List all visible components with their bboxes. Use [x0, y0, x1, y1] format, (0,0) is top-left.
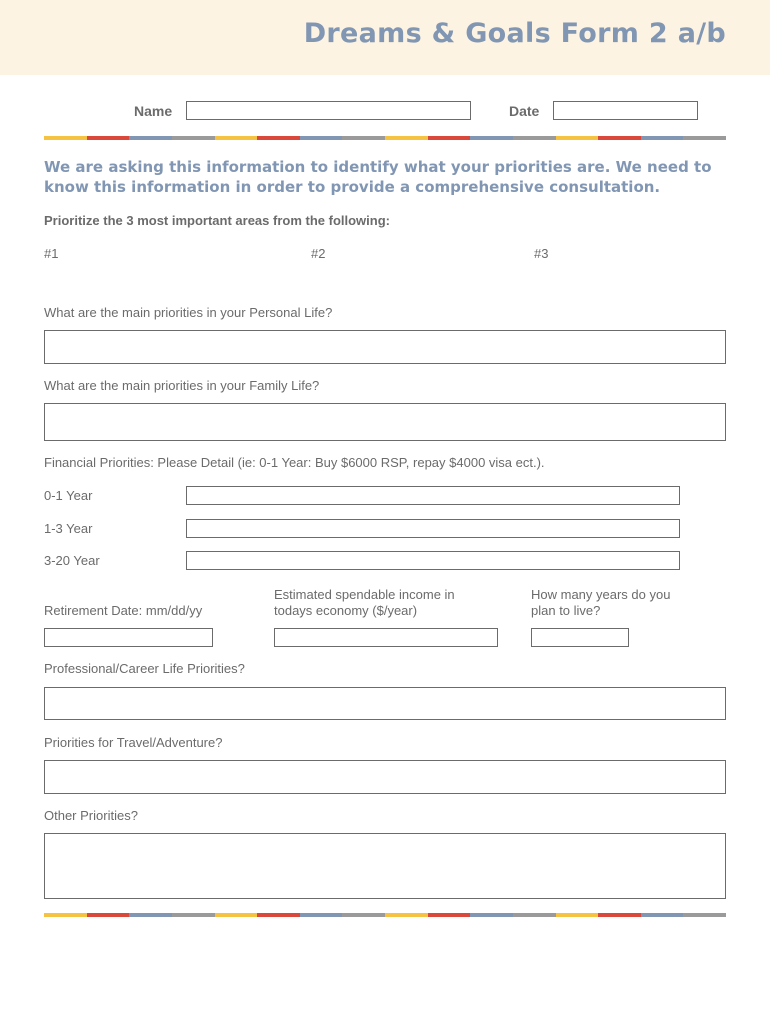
name-label: Name — [134, 103, 173, 119]
financial-row-label: 0-1 Year — [44, 488, 93, 503]
travel-question: Priorities for Travel/Adventure? — [44, 735, 223, 750]
prioritize-label: Prioritize the 3 most important areas from the following: — [44, 213, 390, 228]
color-divider-bottom — [44, 913, 726, 917]
priority-slot-1: #1 — [44, 246, 59, 261]
family-question: What are the main priorities in your Family Life? — [44, 378, 320, 393]
professional-priorities-input[interactable] — [44, 687, 726, 720]
other-priorities-input[interactable] — [44, 833, 726, 899]
financial-0-1-year-input[interactable] — [186, 486, 680, 505]
financial-3-20-year-input[interactable] — [186, 551, 680, 570]
name-input[interactable] — [186, 101, 471, 120]
years-label-line2: plan to live? — [531, 603, 601, 618]
financial-1-3-year-input[interactable] — [186, 519, 680, 538]
financial-row-label: 1-3 Year — [44, 521, 93, 536]
professional-question: Professional/Career Life Priorities? — [44, 661, 245, 676]
income-label-line2: todays economy ($/year) — [274, 603, 418, 618]
financial-row-label: 3-20 Year — [44, 553, 100, 568]
form-title: Dreams & Goals Form 2 a/b — [303, 18, 726, 49]
form-header — [0, 0, 770, 75]
spendable-income-input[interactable] — [274, 628, 498, 647]
income-label-line1: Estimated spendable income in — [274, 587, 455, 602]
travel-priorities-input[interactable] — [44, 760, 726, 794]
date-label: Date — [509, 103, 540, 119]
years-to-live-input[interactable] — [531, 628, 629, 647]
color-divider-top — [44, 136, 726, 140]
personal-priorities-input[interactable] — [44, 330, 726, 364]
intro-text: We are asking this information to identify what your priorities are. We need to know this information in order to provide a comprehensive consultation. — [44, 158, 712, 196]
priority-slot-3: #3 — [534, 246, 549, 261]
other-question: Other Priorities? — [44, 808, 138, 823]
priority-slot-2: #2 — [311, 246, 326, 261]
retirement-date-input[interactable] — [44, 628, 213, 647]
personal-question: What are the main priorities in your Personal Life? — [44, 305, 333, 320]
years-label-line1: How many years do you — [531, 587, 671, 602]
family-priorities-input[interactable] — [44, 403, 726, 441]
financial-question: Financial Priorities: Please Detail (ie: 0-1 Year: Buy $6000 RSP, repay $4000 visa ect.). — [44, 455, 545, 470]
date-input[interactable] — [553, 101, 698, 120]
retirement-date-label: Retirement Date: mm/dd/yy — [44, 603, 203, 618]
